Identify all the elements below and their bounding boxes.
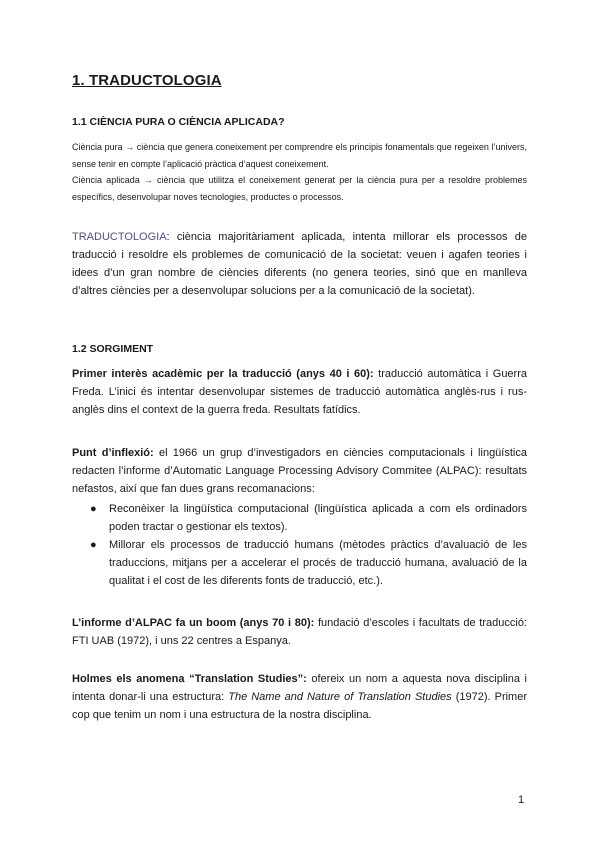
list-item: ● Reconèixer la lingüística computacional (lingüística aplicada a com els ordinadors poden tractar o gestionar els textos). [72,500,527,536]
alpac-boom-lead: L’informe d’ALPAC fa un boom (anys 70 i 80): [72,617,315,629]
section-heading-1-2: 1.2 SORGIMENT [72,343,154,355]
alpac-boom-text: fundació d’escoles i facultats de traducció: FTI UAB (1972), i uns 22 centres a Espanya. [72,617,527,647]
turning-point-text: el 1966 un grup d’investigadors en ciències computacionals i lingüística redacten l’informe d’Automatic Language Processing Advisory Commitee (ALPAC): resultats nefastos, així que fan dues grans recomanacions: [72,447,527,495]
paragraph-first-interest [72,365,527,419]
traductologia-definition: : ciència majoritàriament aplicada, intenta millorar els processos de traducció i resoldre els problemes de comunicació de la societat: veuen i agafen teories i idees d’un gran nombre de ciències diferents (no genera teories, sinó que en manlleva d’altres ciències per a desenvolupar solucions per a la comunicació de la societat). [72,231,527,297]
bullet-icon: ● [90,503,97,515]
pure-science-definition: Ciència pura → ciència que genera coneixement per comprendre els principis fonamentals que regeixen l’univers, sense tenir en compte l’aplicació pràctica d’aquest coneixement. [72,142,527,169]
bullet-icon: ● [90,539,97,551]
section-heading-1-1: 1.1 CIÈNCIA PURA O CIÈNCIA APLICADA? [72,116,285,128]
page-number: 1 [518,794,525,806]
first-interest-text: traducció automàtica i Guerra Freda. L’inici és intentar desenvolupar sistemes de traducció automàtica anglès-rus i rus-anglès dins el context de la guerra freda. Resultats fatídics. [72,368,527,416]
page-title: 1. TRADUCTOLOGIA [72,72,222,89]
traductologia-term: TRADUCTOLOGIA [72,231,167,243]
paragraph-holmes: Holmes els anomena “Translation Studies”: ofereix un nom a aquesta nova disciplina i intenta donar-li una estructura: The Name and Nature of Translation Studies (1972). Primer cop que tenim un nom i una estructura de la nostra disciplina. [72,673,527,721]
turning-point-lead: Punt d’inflexió: [72,447,154,459]
applied-science-definition: Ciència aplicada → ciència que utilitza el coneixement generat per la ciència pura per a resoldre problemes específics, desenvolupar noves tecnologies, productes o processos. [72,175,527,202]
recommendations-list [72,500,527,590]
list-item: ● Millorar els processos de traducció humans (mètodes pràctics d’avaluació de les traduccions, mitjans per a accelerar el procés de traducció humana, avaluació de la qualitat i el cost de les diferents fonts de traducció, etc.). [72,536,527,590]
first-interest-lead: Primer interès acadèmic per la traducció (anys 40 i 60): [72,368,374,380]
paragraph-turning-point [72,444,527,498]
holmes-lead: Holmes els anomena “Translation Studies”: [72,673,307,685]
book-title: The Name and Nature of Translation Studies [228,691,452,703]
paragraph-alpac-boom [72,614,527,650]
traductologia-paragraph [72,228,527,300]
